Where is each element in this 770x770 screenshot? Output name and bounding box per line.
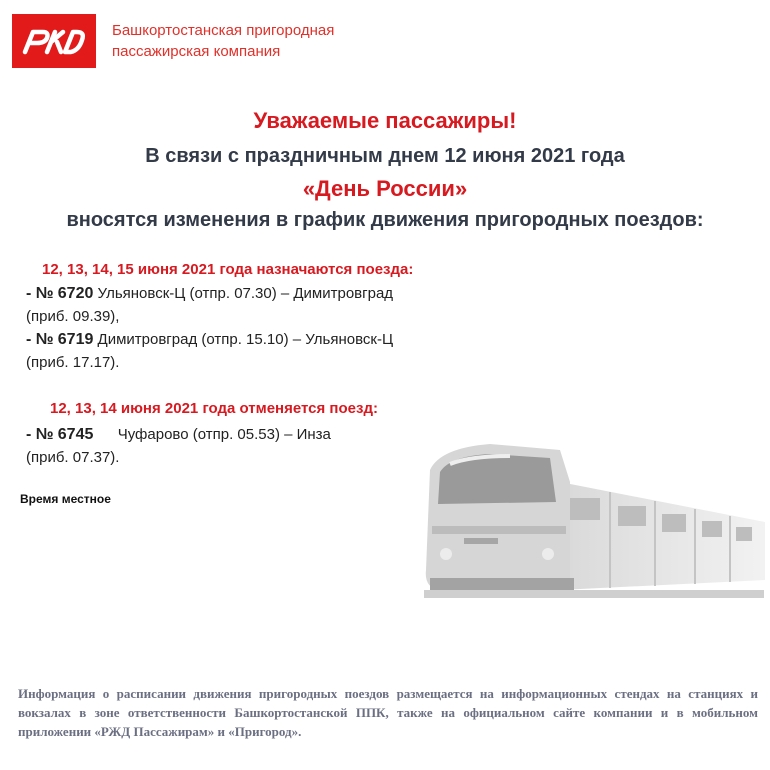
list-item bbox=[26, 423, 331, 446]
reason-heading: В связи с праздничным днем 12 июня 2021 года bbox=[145, 145, 625, 167]
cancelled-trains-list bbox=[26, 423, 331, 469]
company-name-line1: Башкортостанская пригородная bbox=[112, 22, 335, 39]
train-route: Димитровград (отпр. 15.10) – Ульяновск-Ц bbox=[97, 331, 394, 348]
changes-heading: вносятся изменения в график движения пригородных поездов: bbox=[66, 209, 704, 231]
local-time-note: Время местное bbox=[20, 492, 111, 506]
train-arrival: (приб. 07.37). bbox=[26, 449, 120, 466]
company-name-line2: пассажирская компания bbox=[112, 43, 281, 60]
train-arrival: (приб. 17.17). bbox=[26, 354, 120, 371]
greeting-heading: Уважаемые пассажиры! bbox=[253, 108, 517, 133]
train-number: 6745 bbox=[57, 426, 94, 443]
company-name bbox=[112, 20, 334, 62]
list-item bbox=[26, 282, 393, 305]
cancelled-trains-title: 12, 13, 14 июня 2021 года отменяется поезд: bbox=[50, 400, 378, 417]
train-number: 6719 bbox=[57, 331, 94, 348]
train-prefix: - № bbox=[26, 331, 54, 348]
rzd-logo-icon bbox=[12, 14, 96, 68]
added-trains-title: 12, 13, 14, 15 июня 2021 года назначаются поезда: bbox=[42, 261, 414, 278]
train-number: 6720 bbox=[57, 285, 94, 302]
train-prefix: - № bbox=[26, 285, 54, 302]
train-illustration bbox=[410, 430, 770, 610]
train-arrival: (приб. 09.39), bbox=[26, 308, 120, 325]
holiday-heading: «День России» bbox=[302, 176, 468, 201]
list-item bbox=[26, 328, 393, 351]
train-route: Чуфарово (отпр. 05.53) – Инза bbox=[117, 426, 331, 443]
train-prefix: - № bbox=[26, 426, 54, 443]
train-route: Ульяновск-Ц (отпр. 07.30) – Димитровград bbox=[97, 285, 394, 302]
added-trains-list bbox=[26, 282, 393, 374]
footer-info: Информация о расписании движения пригородных поездов размещается на информационных стендах на станциях и вокзалах в зоне ответственности Башкортостанской ППК, также на официальном сайте компании и в мобильном приложении «РЖД Пассажирам» и «Пригород». bbox=[18, 686, 758, 739]
